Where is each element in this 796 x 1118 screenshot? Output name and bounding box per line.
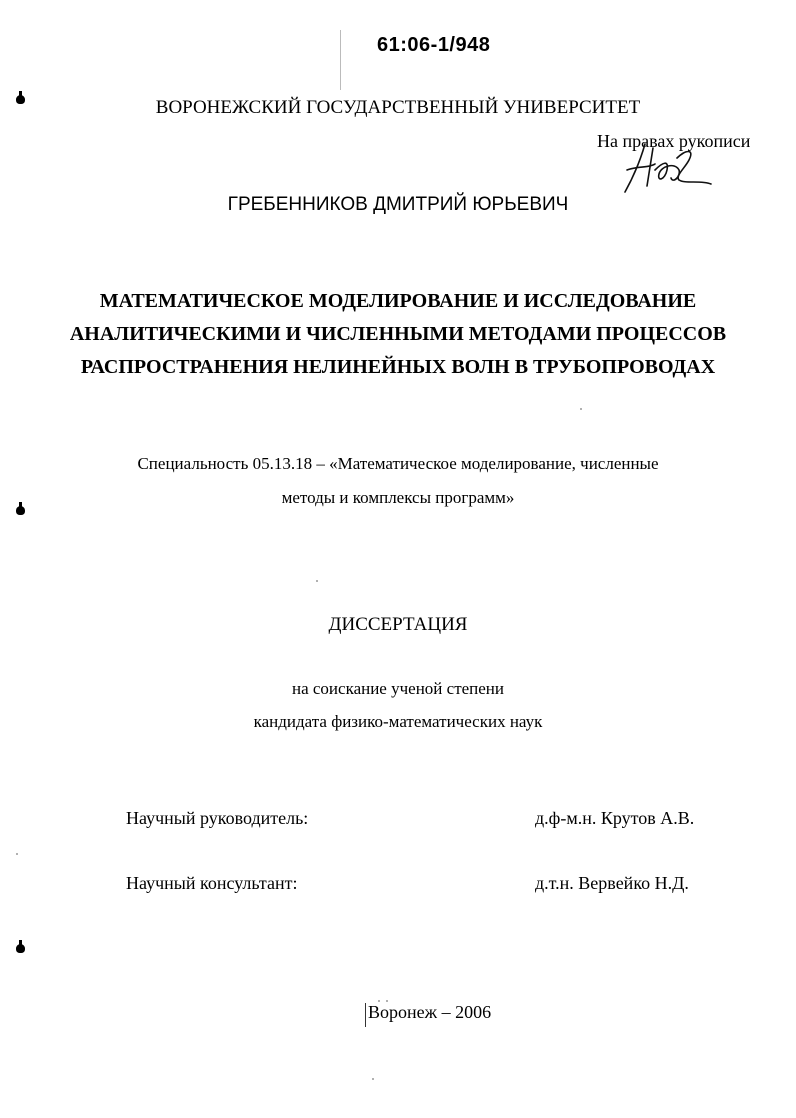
- library-stamp: 61:06-1/948: [377, 34, 491, 56]
- supervisor-label: Научный руководитель:: [126, 808, 309, 828]
- supervisor-name: д.ф-м.н. Крутов А.В.: [535, 808, 695, 828]
- scan-speck: [580, 408, 582, 410]
- consultant-label: Научный консультант:: [126, 873, 298, 893]
- scan-speck: [372, 1078, 374, 1080]
- city-year: Воронеж – 2006: [368, 1002, 492, 1022]
- signature-icon: [615, 140, 715, 202]
- city-year-margin-line: [365, 1003, 366, 1027]
- document-type: ДИССЕРТАЦИЯ: [328, 614, 468, 635]
- specialty-line-1: Специальность 05.13.18 – «Математическое моделирование, численные: [137, 454, 659, 473]
- binding-hole-mark-icon: [16, 944, 25, 953]
- degree-line-1: на соискание ученой степени: [291, 679, 505, 698]
- rights-notice: На правах рукописи: [597, 131, 751, 151]
- thesis-title-line-3: РАСПРОСТРАНЕНИЯ НЕЛИНЕЙНЫХ ВОЛН В ТРУБОПРОВОДАХ: [80, 356, 716, 378]
- university-name: ВОРОНЕЖСКИЙ ГОСУДАРСТВЕННЫЙ УНИВЕРСИТЕТ: [155, 97, 641, 118]
- scan-speck: [378, 1000, 380, 1002]
- degree-line-2: кандидата физико-математических наук: [253, 712, 543, 731]
- thesis-title-line-1: МАТЕМАТИЧЕСКОЕ МОДЕЛИРОВАНИЕ И ИССЛЕДОВАНИЕ: [99, 290, 697, 312]
- consultant-name: д.т.н. Вервейко Н.Д.: [535, 873, 689, 893]
- scan-speck: [316, 580, 318, 582]
- scan-speck: [386, 1000, 388, 1002]
- margin-line: [340, 30, 341, 90]
- specialty-line-2: методы и комплексы программ»: [281, 488, 515, 507]
- scan-speck: [16, 853, 18, 855]
- author-name: ГРЕБЕННИКОВ ДМИТРИЙ ЮРЬЕВИЧ: [227, 194, 569, 215]
- thesis-title-line-2: АНАЛИТИЧЕСКИМИ И ЧИСЛЕННЫМИ МЕТОДАМИ ПРОЦЕССОВ: [69, 323, 727, 345]
